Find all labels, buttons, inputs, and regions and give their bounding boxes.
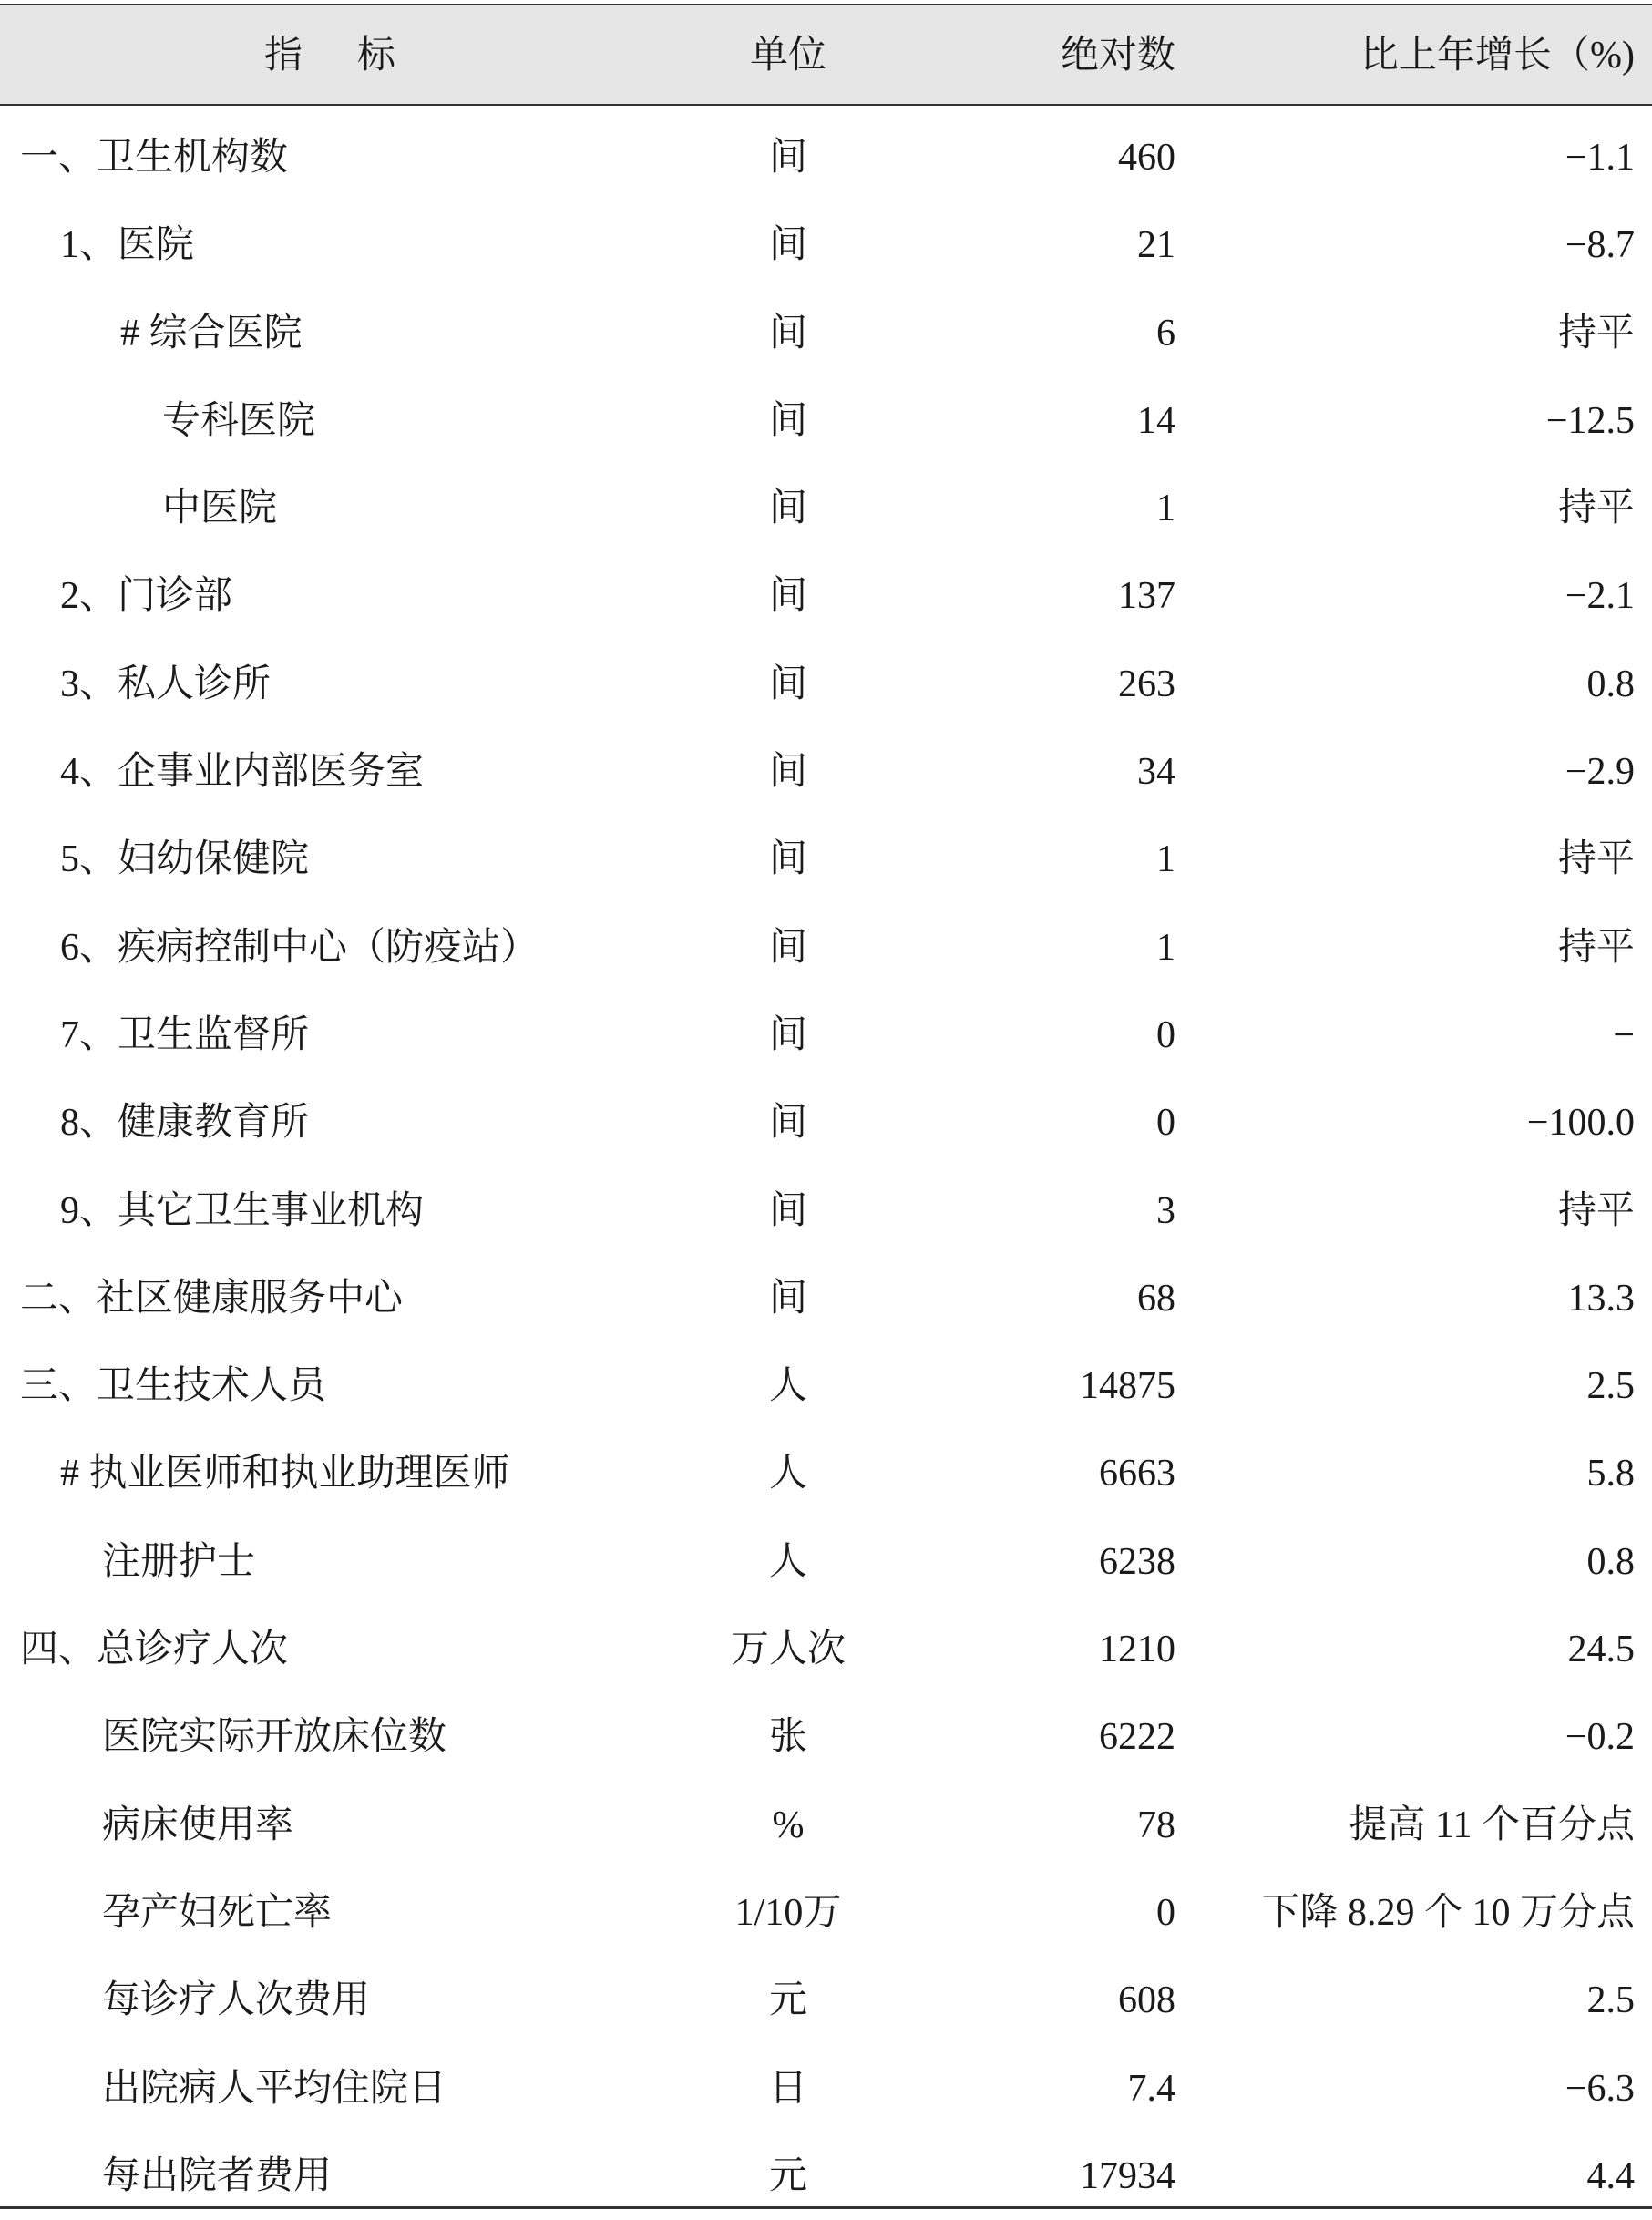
row-absolute: 6222 [1099,1716,1175,1759]
row-unit: 间 [768,488,807,530]
row-unit: 人 [768,1365,807,1408]
header-absolute: 绝对数 [1060,35,1175,77]
table-row [0,1255,1652,1342]
row-indicator: # 综合医院 [120,312,303,355]
row-unit: 间 [768,1102,807,1145]
row-indicator: 专科医院 [162,399,316,442]
row-growth: 提高 11 个百分点 [1349,1804,1635,1846]
row-absolute: 1210 [1099,1629,1175,1671]
row-unit: 间 [768,399,807,442]
table-row [0,1782,1652,1869]
row-absolute: 34 [1137,751,1175,794]
row-indicator: 医院实际开放床位数 [102,1716,447,1759]
row-indicator: 每出院者费用 [102,2154,333,2197]
table-row [0,1693,1652,1781]
row-unit: 间 [768,224,807,267]
row-growth: 2.5 [1586,1365,1635,1408]
row-growth: 0.8 [1586,663,1635,705]
table-row [0,201,1652,289]
row-growth: 持平 [1557,926,1635,969]
row-absolute: 6 [1156,312,1175,355]
row-indicator: 病床使用率 [102,1804,294,1846]
row-growth: 4.4 [1586,2154,1635,2197]
row-indicator: 2、门诊部 [60,575,233,618]
table-row [0,641,1652,728]
row-indicator: 注册护士 [102,1540,256,1583]
row-unit: 1/10万 [734,1891,842,1934]
row-growth: 持平 [1557,838,1635,881]
row-unit: 人 [768,1540,807,1583]
row-unit: 元 [768,1979,807,2022]
row-growth: −12.5 [1545,399,1635,442]
row-unit: 间 [768,838,807,881]
row-unit: 间 [768,137,807,179]
table-row [0,1957,1652,2044]
row-indicator: 每诊疗人次费用 [102,1979,371,2022]
row-growth: −6.3 [1565,2067,1635,2110]
row-unit: 间 [768,926,807,969]
table-row [0,114,1652,201]
row-absolute: 1 [1156,926,1175,969]
row-unit: 间 [768,1189,807,1232]
row-growth: −1.1 [1565,137,1635,179]
row-indicator: 出院病人平均住院日 [102,2067,447,2110]
row-indicator: 8、健康教育所 [60,1102,310,1145]
row-absolute: 6663 [1099,1453,1175,1495]
row-unit: 间 [768,575,807,618]
row-growth: 2.5 [1586,1979,1635,2022]
table-row [0,2045,1652,2133]
row-indicator: 7、卫生监督所 [60,1013,310,1056]
table-row [0,816,1652,903]
table-row [0,728,1652,816]
row-indicator: 孕产妇死亡率 [102,1891,333,1934]
row-indicator: 6、疾病控制中心（防疫站） [60,926,539,969]
table-row [0,1079,1652,1167]
row-indicator: 三、卫生技术人员 [20,1365,327,1408]
row-absolute: 17934 [1080,2154,1175,2197]
bottom-rule [0,2206,1652,2209]
row-indicator: 1、医院 [60,224,195,267]
table-row [0,1606,1652,1693]
table-row [0,1518,1652,1606]
row-absolute: 460 [1118,137,1175,179]
table-row [0,904,1652,992]
table-row [0,1869,1652,1957]
table-header [0,4,1652,106]
row-absolute: 263 [1118,663,1175,705]
table-row [0,552,1652,640]
row-growth: 下降 8.29 个 10 万分点 [1261,1891,1635,1934]
row-absolute: 0 [1156,1891,1175,1934]
header-indicator: 指标 [264,35,451,77]
row-indicator: 5、妇幼保健院 [60,838,310,881]
row-growth: −100.0 [1526,1102,1635,1145]
row-unit: 间 [768,1013,807,1056]
table-row [0,465,1652,552]
row-absolute: 0 [1156,1013,1175,1056]
row-absolute: 68 [1137,1277,1175,1320]
row-indicator: 二、社区健康服务中心 [20,1277,404,1320]
row-growth: −2.1 [1565,575,1635,618]
row-absolute: 6238 [1099,1540,1175,1583]
row-growth: 24.5 [1567,1629,1635,1671]
row-indicator: # 执业医师和执业助理医师 [60,1453,510,1495]
table-row [0,290,1652,377]
header-growth: 比上年增长（%) [1360,35,1635,77]
row-absolute: 14875 [1080,1365,1175,1408]
row-growth: −8.7 [1565,224,1635,267]
row-indicator: 四、总诊疗人次 [20,1629,289,1671]
row-growth: 持平 [1557,312,1635,355]
row-unit: % [772,1804,805,1846]
row-unit: 间 [768,1277,807,1320]
row-absolute: 0 [1156,1102,1175,1145]
row-unit: 人 [768,1453,807,1495]
table-row [0,1342,1652,1430]
header-unit: 单位 [749,35,826,77]
row-indicator: 一、卫生机构数 [20,137,289,179]
row-absolute: 14 [1137,399,1175,442]
table-row [0,1430,1652,1517]
row-absolute: 3 [1156,1189,1175,1232]
row-growth: −2.9 [1565,751,1635,794]
row-absolute: 1 [1156,488,1175,530]
row-growth: 持平 [1557,488,1635,530]
row-growth: 5.8 [1586,1453,1635,1495]
row-absolute: 137 [1118,575,1175,618]
row-absolute: 7.4 [1127,2067,1175,2110]
row-indicator: 3、私人诊所 [60,663,272,705]
row-indicator: 中医院 [162,488,278,530]
row-unit: 间 [768,751,807,794]
row-growth: −0.2 [1565,1716,1635,1759]
row-absolute: 1 [1156,838,1175,881]
row-unit: 张 [768,1716,807,1759]
row-indicator: 9、其它卫生事业机构 [60,1189,425,1232]
row-growth: 0.8 [1586,1540,1635,1583]
row-unit: 日 [768,2067,807,2110]
table-body [0,114,1652,2220]
row-growth: 持平 [1557,1189,1635,1232]
table-row [0,992,1652,1079]
row-absolute: 21 [1137,224,1175,267]
row-growth: 13.3 [1567,1277,1635,1320]
row-unit: 间 [768,312,807,355]
row-growth: − [1613,1013,1635,1056]
table-row [0,1167,1652,1255]
row-absolute: 608 [1118,1979,1175,2022]
row-unit: 间 [768,663,807,705]
row-unit: 元 [768,2154,807,2197]
row-absolute: 78 [1137,1804,1175,1846]
row-unit: 万人次 [730,1629,846,1671]
row-indicator: 4、企事业内部医务室 [60,751,425,794]
table-row [0,377,1652,465]
